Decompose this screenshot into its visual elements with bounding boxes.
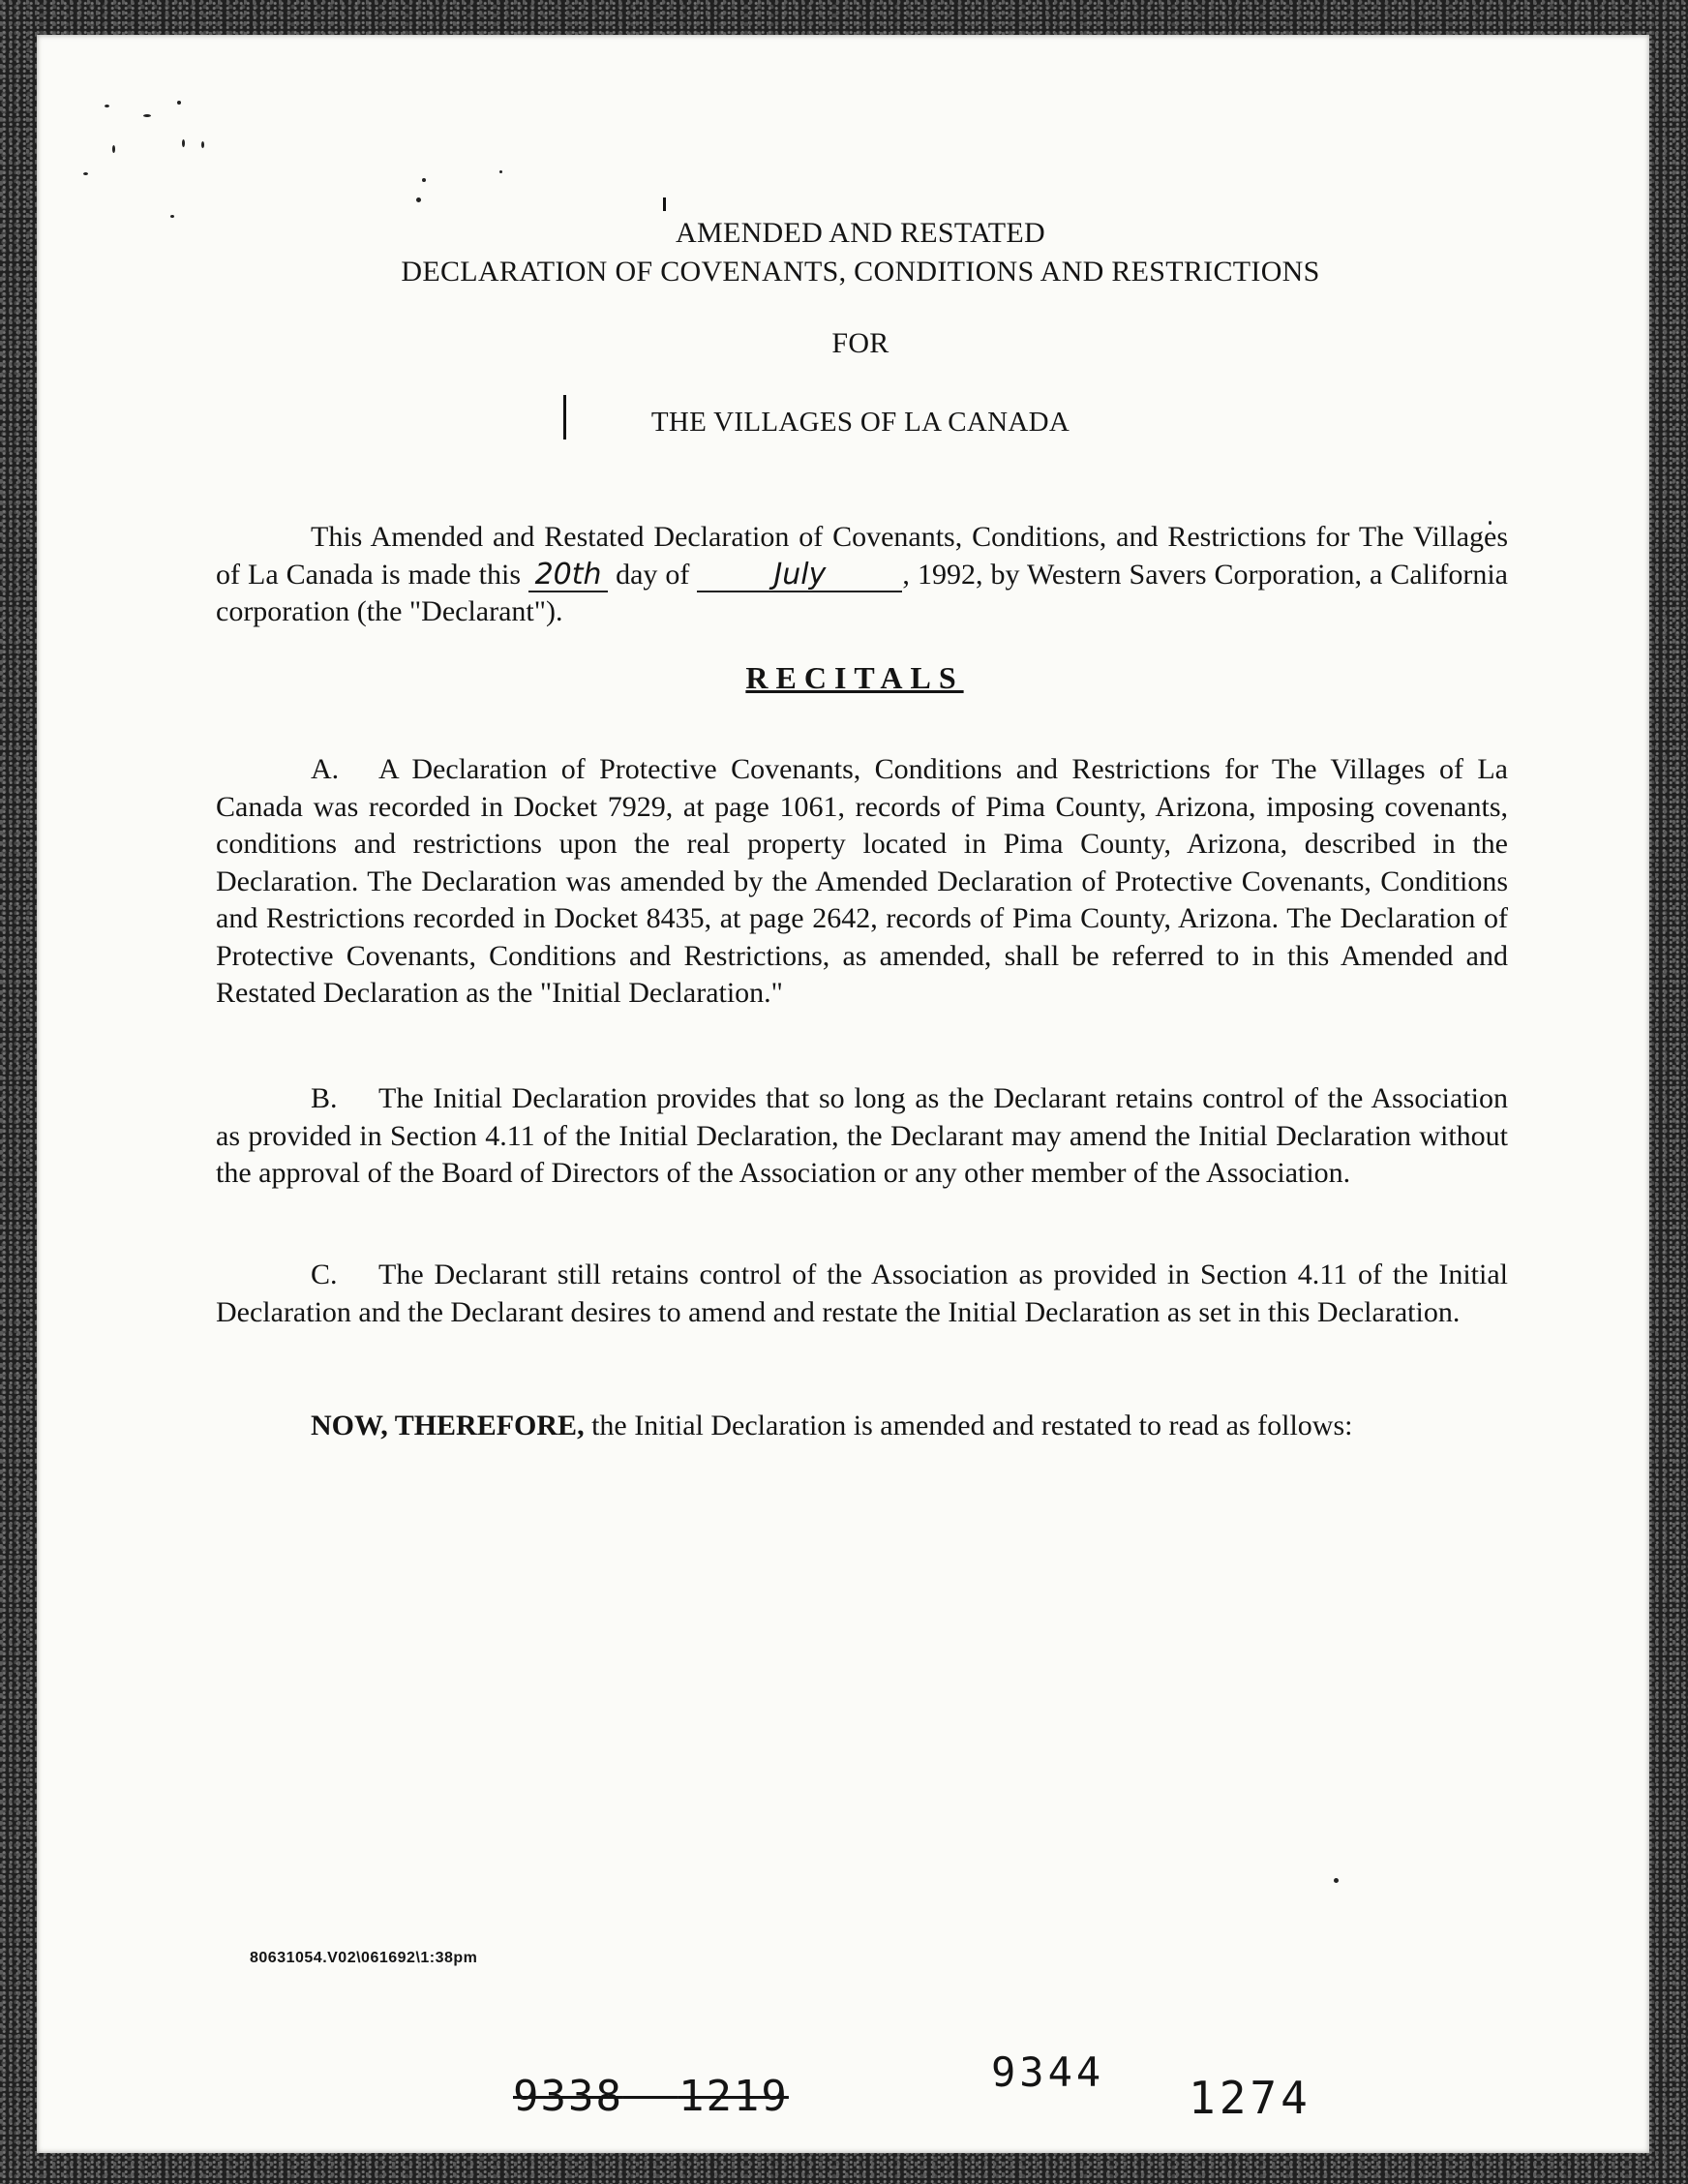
handwritten-day: 20th [528,560,608,592]
handwritten-month: July [697,560,902,592]
recital-letter: B. [311,1082,338,1114]
title-for: FOR [831,327,889,359]
recital-b [216,1080,1508,1193]
scan-speck [182,139,185,147]
title-subject: THE VILLAGES OF LA CANADA [650,407,1070,438]
recital-a [216,751,1508,1013]
intro-text-1: This Amended and Restated Declaration of Covenants, Conditions, and Restrictions for The Villages of La Canada is made this [216,521,1508,591]
scan-speck [499,170,502,173]
recitals-heading: RECITALS [745,660,964,695]
now-therefore-text: the Initial Declaration is amended and restated to read as follows: [584,1410,1353,1441]
recital-letter: A. [311,753,340,785]
new-page-number: 1274 [1189,2072,1311,2124]
document-page [37,35,1649,2153]
recital-letter: C. [311,1259,338,1290]
recital-text: A Declaration of Protective Covenants, Conditions and Restrictions for The Villages of La Canada was recorded in Docket 7929, at page 1061, records of Pima County, Arizona, imposing covenants, conditions and restrictions upon the real property located in Pima County, Arizona, described in the Declaration. The Declaration was amended by the Amended Declaration of Protective Covenants, Conditions and Restrictions recorded in Docket 8435, at page 2642, records of Pima County, Arizona. The Declaration of Protective Covenants, Conditions and Restrictions, as amended, shall be referred to in this Amended and Restated Declaration as the "Initial Declaration." [216,753,1508,1009]
scan-speck [143,114,151,117]
scan-speck [1334,1878,1339,1883]
intro-paragraph [216,519,1508,631]
new-docket-number: 9344 [991,2048,1105,2096]
scan-speck [201,141,204,148]
intro-text-3: , 1992, by Western Savers Corporation, a California corporation (the "Declarant"). [216,558,1508,627]
recital-text: The Declarant still retains control of the Association as provided in Section 4.11 of the Initial Declaration and the Declarant desires to amend and restate the Initial Declaration as set in this Declaration. [216,1259,1508,1328]
now-therefore-paragraph [216,1408,1508,1445]
file-code: 80631054.V02\061692\1:38pm [250,1950,478,1966]
recital-c [216,1257,1508,1331]
now-therefore-lead: NOW, THEREFORE, [311,1410,585,1441]
old-docket-number: 9338 [513,2072,623,2121]
intro-text-2: day of [608,558,698,591]
scan-speck [416,197,421,202]
title-line-1: AMENDED AND RESTATED [676,217,1045,249]
scan-speck [105,105,109,107]
title-line-2: DECLARATION OF COVENANTS, CONDITIONS AND RESTRICTIONS [401,256,1320,288]
scan-speck [422,178,426,182]
old-docket-stamp [513,2072,789,2121]
scan-speck [83,172,88,175]
tick-mark [663,197,666,211]
scan-speck [177,101,181,105]
scan-speck [112,145,115,153]
old-page-number: 1219 [678,2072,789,2121]
recital-text: The Initial Declaration provides that so long as the Declarant retains control of the Association as provided in Section 4.11 of the Initial Declaration, the Declarant may amend the Initial Declaration without the approval of the Board of Directors of the Association or any other member of the Association. [216,1082,1508,1189]
